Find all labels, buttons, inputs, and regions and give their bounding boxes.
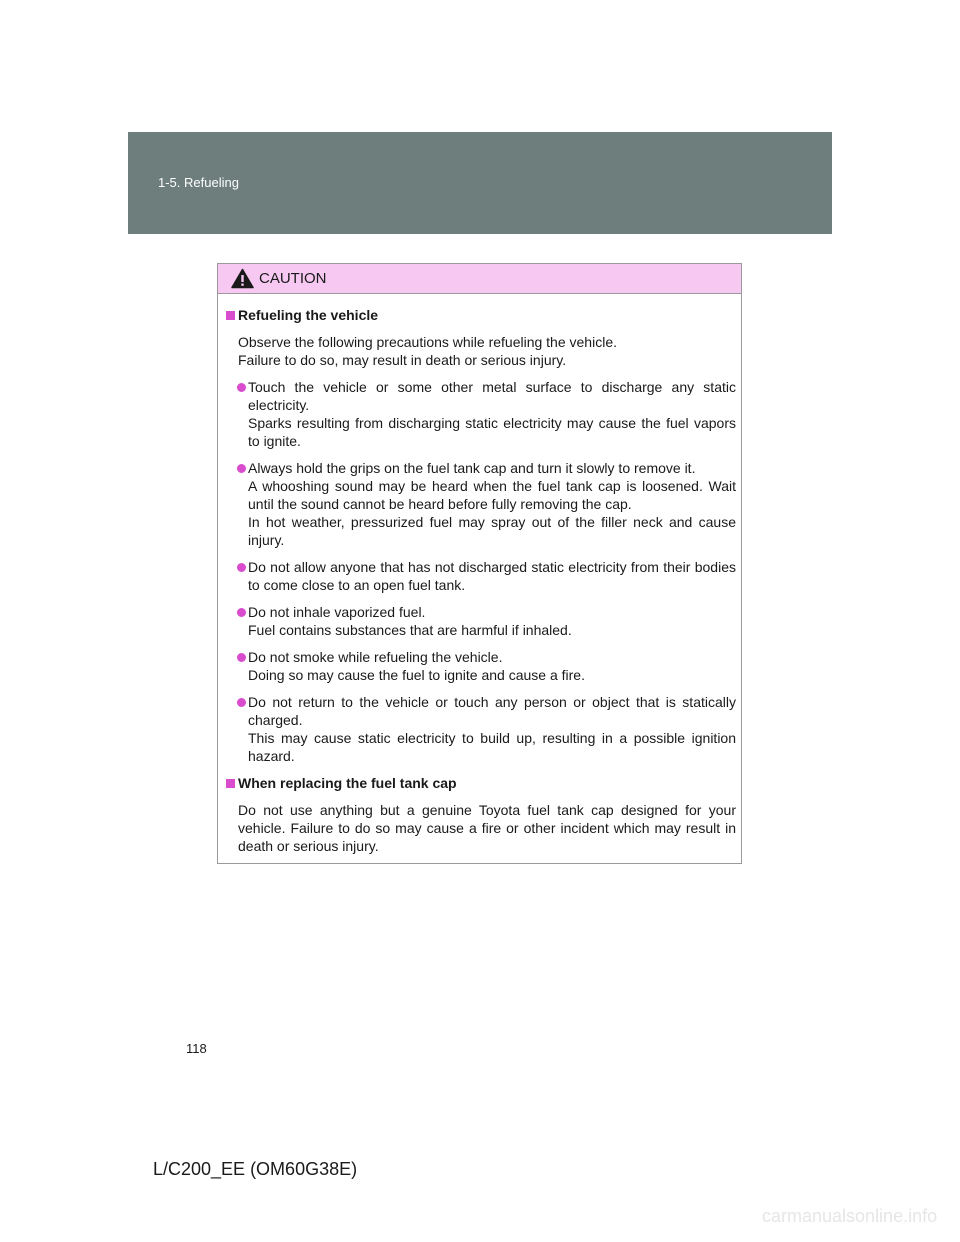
caution-bullet-item (225, 648, 736, 684)
caution-title: CAUTION (259, 270, 327, 287)
section-header (128, 132, 832, 234)
bullet-line: Do not smoke while refueling the vehicle. (248, 649, 503, 665)
square-bullet-icon (226, 779, 235, 788)
bullet-line: Sparks resulting from discharging static electricity may cause the fuel vapors to ignite. (248, 415, 736, 449)
bullet-line: Always hold the grips on the fuel tank cap and turn it slowly to remove it. (248, 460, 696, 476)
section-intro (225, 333, 736, 369)
round-bullet-icon (237, 608, 246, 617)
caution-bullet-item (225, 558, 736, 594)
caution-header (218, 264, 741, 294)
round-bullet-icon (237, 383, 246, 392)
section-heading-text: Refueling the vehicle (238, 307, 379, 323)
caution-content (218, 294, 741, 864)
warning-triangle-icon (231, 268, 254, 289)
document-code: L/C200_EE (OM60G38E) (153, 1159, 358, 1179)
bullet-line: Touch the vehicle or some other metal surface to discharge any static electricity. (248, 379, 736, 413)
bullet-line: Do not inhale vaporized fuel. (248, 604, 426, 620)
caution-bullet-item (225, 378, 736, 450)
bullet-line: This may cause static electricity to build up, resulting in a possible ignition hazard. (248, 730, 736, 764)
section-title: 1-5. Refueling (158, 175, 239, 190)
intro-line: Do not use anything but a genuine Toyota fuel tank cap designed for your vehicle. Failure to do so may cause a fire or other incident which may result in death or serious injury. (238, 802, 736, 854)
caution-section-heading (225, 774, 736, 792)
bullet-line: Fuel contains substances that are harmful if inhaled. (248, 622, 572, 638)
bullet-line: Doing so may cause the fuel to ignite and cause a fire. (248, 667, 585, 683)
intro-line: Observe the following precautions while refueling the vehicle. (238, 334, 617, 350)
bullet-line: A whooshing sound may be heard when the fuel tank cap is loosened. Wait until the sound cannot be heard before fully removing the cap. (248, 478, 736, 512)
caution-bullet-item (225, 459, 736, 549)
bullet-line: In hot weather, pressurized fuel may spray out of the filler neck and cause injury. (248, 514, 736, 548)
caution-box (217, 263, 742, 864)
intro-line: Failure to do so, may result in death or serious injury. (238, 352, 567, 368)
page-number: 118 (186, 1041, 207, 1056)
section-heading-text: When replacing the fuel tank cap (238, 775, 457, 791)
round-bullet-icon (237, 698, 246, 707)
caution-bullet-item (225, 693, 736, 765)
bullet-line: Do not return to the vehicle or touch any person or object that is statically charged. (248, 694, 736, 728)
round-bullet-icon (237, 563, 246, 572)
round-bullet-icon (237, 653, 246, 662)
round-bullet-icon (237, 464, 246, 473)
caution-bullet-item (225, 603, 736, 639)
square-bullet-icon (226, 311, 235, 320)
bullet-line: Do not allow anyone that has not discharged static electricity from their bodies to come close to an open fuel tank. (248, 559, 736, 593)
section-intro (225, 801, 736, 855)
watermark-text: carmanualsonline.info (762, 1206, 938, 1226)
caution-section-heading (225, 306, 736, 324)
